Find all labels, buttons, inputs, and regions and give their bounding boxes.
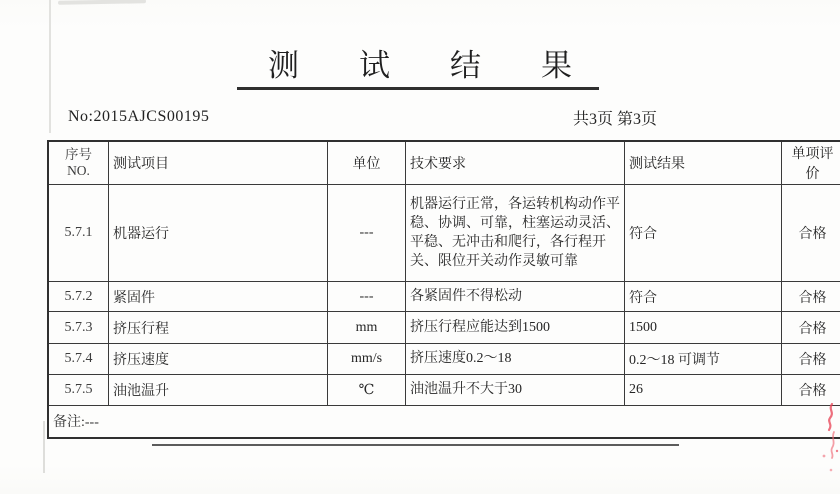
cell-evaluation: 合格 — [782, 282, 840, 312]
cell-item: 机器运行 — [109, 185, 328, 282]
remark-cell: 备注:--- — [48, 406, 840, 438]
cell-requirement: 挤压速度0.2～18 — [406, 344, 625, 375]
cell-evaluation: 合格 — [782, 312, 840, 344]
cell-requirement: 各紧固件不得松动 — [406, 282, 625, 312]
title-underline — [237, 87, 599, 90]
header-cell-no — [48, 141, 109, 185]
cell-item: 挤压速度 — [109, 344, 328, 375]
cell-result: 符合 — [625, 185, 782, 282]
title-container — [0, 40, 840, 85]
cell-no: 5.7.1 — [48, 185, 109, 282]
cell-requirement: 挤压行程应能达到1500 — [406, 312, 625, 344]
table-row — [48, 185, 840, 282]
cell-unit: ℃ — [328, 375, 406, 406]
document-number: No:2015AJCS00195 — [68, 108, 210, 125]
cell-unit: mm — [328, 312, 406, 344]
table-row — [48, 282, 840, 312]
header-no-zh: 序号 — [65, 147, 92, 162]
header-no-en: NO. — [67, 163, 90, 178]
cell-result: 0.2～18 可调节 — [625, 344, 782, 375]
cell-result: 1500 — [625, 312, 782, 344]
cell-unit: --- — [328, 282, 406, 312]
cell-unit: --- — [328, 185, 406, 282]
cell-item: 油池温升 — [109, 375, 328, 406]
table-row — [48, 312, 840, 344]
footer-rule — [152, 444, 679, 446]
table-row — [48, 344, 840, 375]
cell-item: 挤压行程 — [109, 312, 328, 344]
cell-result: 符合 — [625, 282, 782, 312]
cell-evaluation: 合格 — [782, 344, 840, 375]
scan-fold-line-bottom — [43, 421, 45, 473]
header-cell-requirement: 技术要求 — [406, 141, 625, 185]
cell-item: 紧固件 — [109, 282, 328, 312]
cell-no: 5.7.3 — [48, 312, 109, 344]
header-cell-item: 测试项目 — [109, 141, 328, 185]
results-table — [47, 140, 840, 439]
cell-evaluation: 合格 — [782, 185, 840, 282]
table-row — [48, 375, 840, 406]
cell-no: 5.7.5 — [48, 375, 109, 406]
cell-result: 26 — [625, 375, 782, 406]
table-header-row — [48, 141, 840, 185]
cell-no: 5.7.4 — [48, 344, 109, 375]
cell-requirement: 机器运行正常，各运转机构动作平稳、协调、可靠，柱塞运动灵活、平稳、无冲击和爬行，各行程开关、限位开关动作灵敏可靠 — [406, 185, 625, 282]
header-cell-evaluation: 单项评价 — [782, 141, 840, 185]
header-cell-result: 测试结果 — [625, 141, 782, 185]
remark-row — [48, 406, 840, 438]
header-cell-unit: 单位 — [328, 141, 406, 185]
cell-unit: mm/s — [328, 344, 406, 375]
scan-smudge — [58, 0, 146, 5]
cell-no: 5.7.2 — [48, 282, 109, 312]
page-title: 测试结果 — [268, 48, 632, 83]
cell-evaluation: 合格 — [782, 375, 840, 406]
cell-requirement: 油池温升不大于30 — [406, 375, 625, 406]
red-stamp-fragment — [814, 396, 840, 480]
page-counter: 共3页 第3页 — [573, 111, 658, 128]
